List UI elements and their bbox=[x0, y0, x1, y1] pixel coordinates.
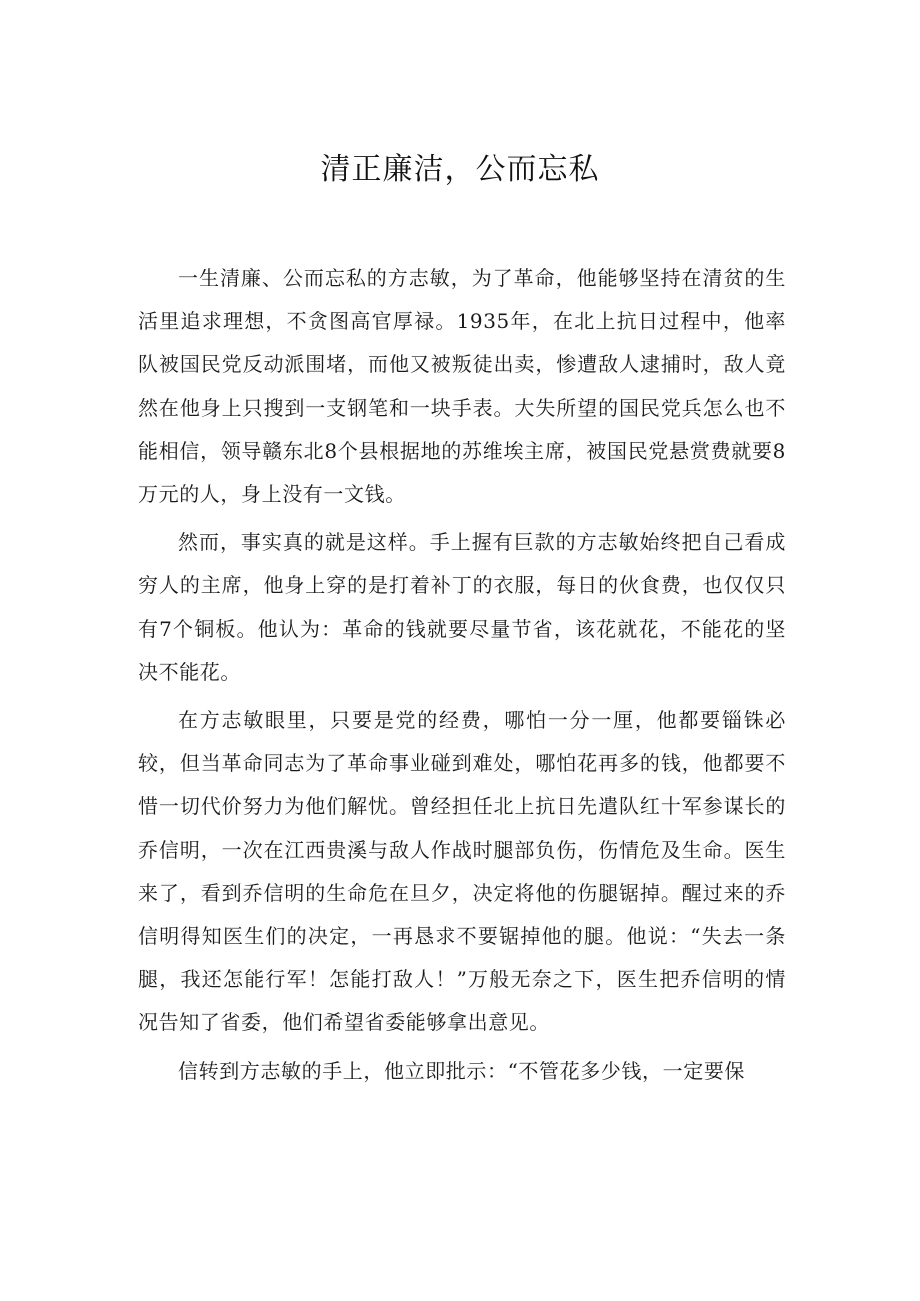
document-body bbox=[138, 257, 786, 1098]
paragraph: 在方志敏眼里，只要是党的经费，哪怕一分一厘，他都要锱铢必较，但当革命同志为了革命事业碰到难处，哪怕花再多的钱，他都要不惜一切代价努力为他们解忧。曾经担任北上抗日先遣队红十军参谋长的乔信明，一次在江西贵溪与敌人作战时腿部负伤，伤情危及生命。医生来了，看到乔信明的生命危在旦夕，决定将他的伤腿锯掉。醒过来的乔信明得知医生们的决定，一再恳求不要锯掉他的腿。他说：“失去一条腿，我还怎能行军！怎能打敌人！”万般无奈之下，医生把乔信明的情况告知了省委，他们希望省委能够拿出意见。 bbox=[138, 708, 786, 1035]
paragraph: 一生清廉、公而忘私的方志敏，为了革命，他能够坚持在清贫的生活里追求理想，不贪图高官厚禄。1935年，在北上抗日过程中，他率队被国民党反动派围堵，而他又被叛徒出卖，惨遭敌人逮捕时，敌人竟然在他身上只搜到一支钢笔和一块手表。大失所望的国民党兵怎么也不能相信，领导赣东北8个县根据地的苏维埃主席，被国民党悬赏费就要8万元的人，身上没有一文钱。 bbox=[138, 266, 786, 507]
paragraph: 信转到方志敏的手上，他立即批示：“不管花多少钱，一定要保 bbox=[178, 1058, 746, 1083]
paragraph: 然而，事实真的就是这样。手上握有巨款的方志敏始终把自己看成穷人的主席，他身上穿的是打着补丁的衣服，每日的伙食费，也仅仅只有7个铜板。他认为：革命的钱就要尽量节省，该花就花，不能花的坚决不能花。 bbox=[138, 530, 786, 684]
document-title: 清正廉洁，公而忘私 bbox=[320, 152, 600, 187]
